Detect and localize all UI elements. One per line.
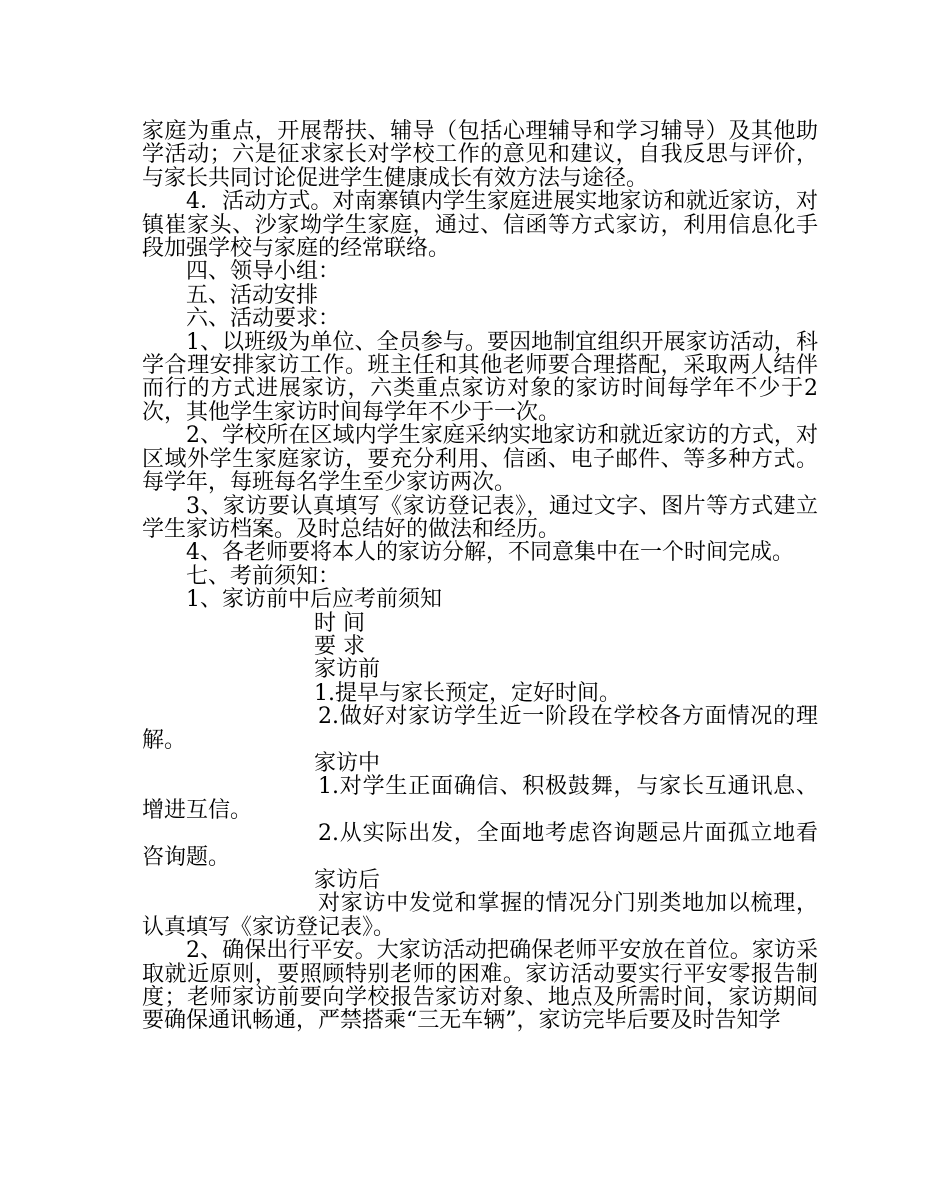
table-cell-after-1: 对家访中发觉和掌握的情况分门别类地加以梳理，认真填写《家访登记表》。 — [142, 891, 818, 940]
table-row-after-visit: 家访后 — [314, 868, 381, 893]
table-cell-during-1: 1.对学生正面确信、积极鼓舞，与家长互通讯息、增进互信。 — [142, 774, 818, 823]
document-page — [142, 120, 818, 1033]
table-row-before-visit: 家访前 — [314, 657, 381, 683]
table-cell-before-1: 1.提早与家长预定，定好时间。 — [314, 680, 621, 706]
table-header-requirements: 要 求 — [314, 633, 365, 659]
heading-activity-requirements: 六、活动要求： — [186, 306, 341, 332]
paragraph-support-activities: 家庭为重点，开展帮扶、辅导（包括心理辅导和学习辅导）及其他助学活动；六是征求家长对学校工作的意见和建议，自我反思与评价，与家长共同讨论促进学生健康成长有效方法与途径。 — [142, 119, 818, 191]
requirement-4: 4、各老师要将本人的家访分解，不同意集中在一个时间完成。 — [186, 540, 794, 566]
note-2-safety: 2、确保出行平安。大家访活动把确保老师平安放在首位。家访采取就近原则，要照顾特别老师的困难。家访活动要实行平安零报告制度；老师家访前要向学校报告家访对象、地点及所需时间，家访期间要确保通讯畅通，严禁搭乘“三无车辆”，家访完毕后要及时告知学 — [142, 938, 818, 1034]
table-row-during-visit: 家访中 — [314, 750, 381, 776]
requirement-3: 3、家访要认真填写《家访登记表》，通过文字、图片等方式建立学生家访档案。及时总结好的做法和经历。 — [142, 493, 818, 542]
heading-notes: 七、考前须知： — [186, 563, 341, 589]
table-cell-before-2: 2.做好对家访学生近一阶段在学校各方面情况的理解。 — [142, 704, 818, 753]
paragraph-activity-methods: 4．活动方式。对南寨镇内学生家庭进展实地家访和就近家访，对镇崔家头、沙家坳学生家庭，通过、信函等方式家访，利用信息化手段加强学校与家庭的经常联络。 — [142, 189, 818, 262]
table-header-time: 时 间 — [314, 610, 365, 636]
note-1-title: 1、家访前中后应考前须知 — [186, 587, 442, 613]
requirement-2: 2、学校所在区域内学生家庭采纳实地家访和就近家访的方式，对区域外学生家庭家访，要充分利用、信函、电子邮件、等多种方式。每学年，每班每名学生至少家访两次。 — [142, 423, 818, 496]
heading-leadership-group: 四、领导小组： — [186, 259, 341, 285]
heading-activity-arrangement: 五、活动安排 — [186, 282, 319, 308]
table-cell-during-2: 2.从实际出发，全面地考虑咨询题忌片面孤立地看咨询题。 — [142, 821, 818, 870]
requirement-1: 1、以班级为单位、全员参与。要因地制宜组织开展家访活动，科学合理安排家访工作。班主任和其他老师要合理搭配，采取两人结伴而行的方式进展家访，六类重点家访对象的家访时间每学年不少于2次，其他学生家访时间每学年不少于一次。 — [142, 329, 818, 425]
